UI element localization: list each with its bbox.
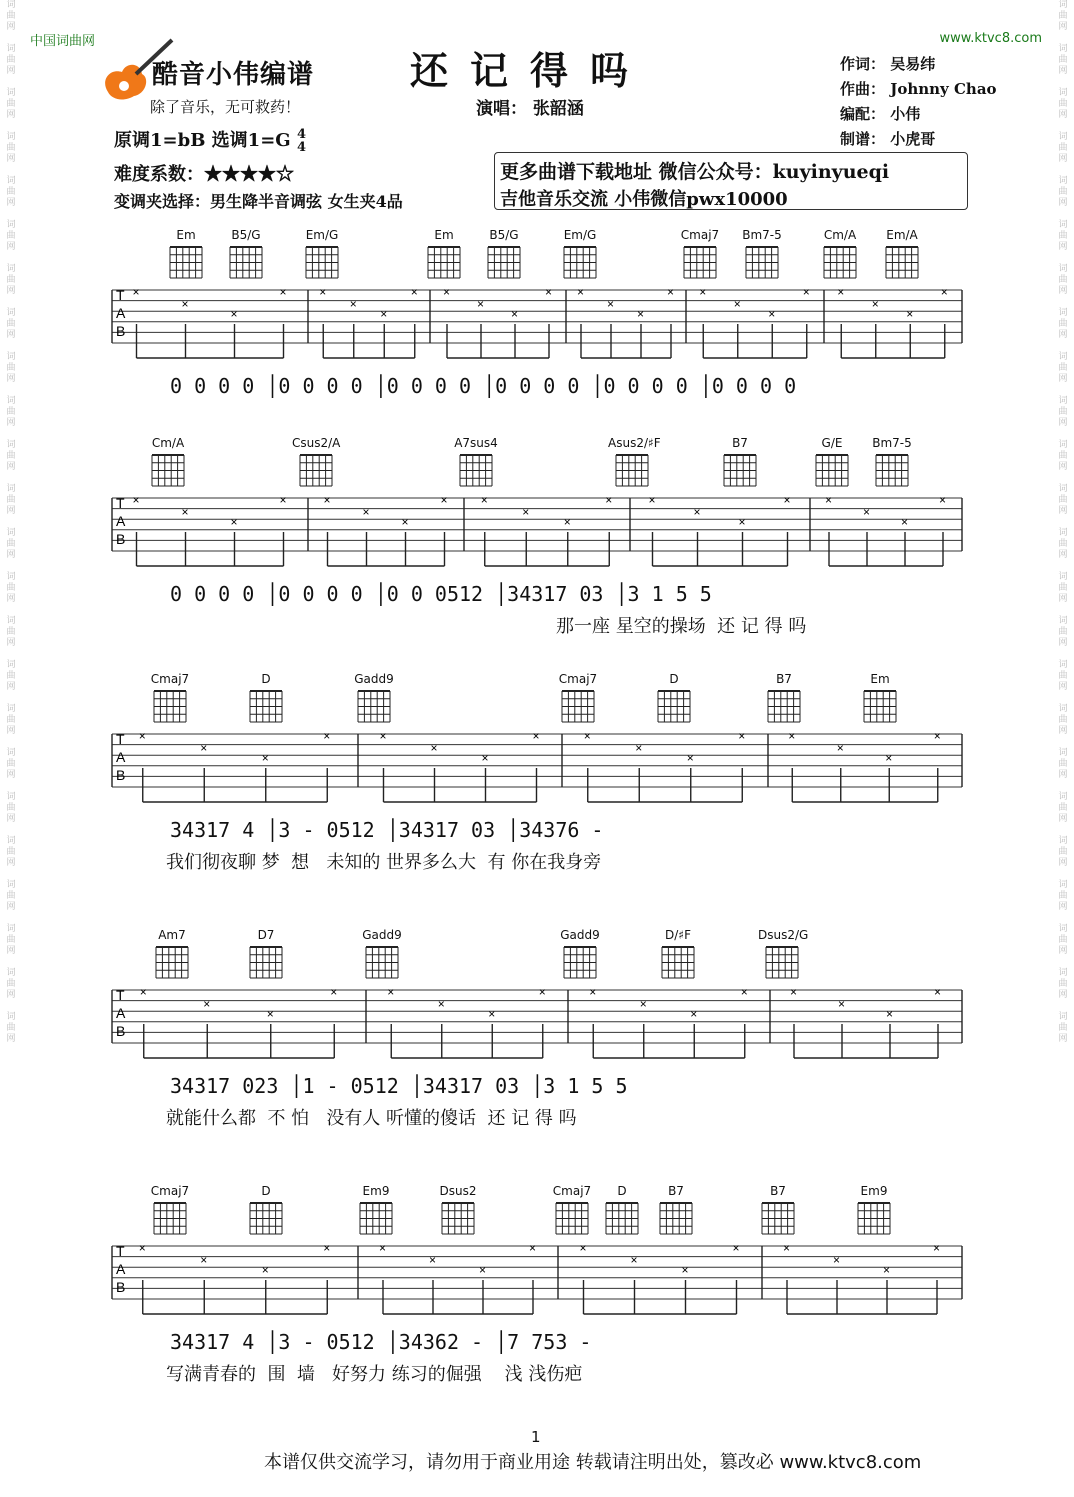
svg-text:B: B <box>116 767 126 783</box>
chord-grid-icon <box>150 686 190 724</box>
svg-text:×: × <box>230 307 238 321</box>
svg-text:×: × <box>901 515 909 529</box>
svg-text:×: × <box>783 493 791 507</box>
svg-text:×: × <box>690 1007 698 1021</box>
svg-text:T: T <box>116 731 125 747</box>
svg-text:×: × <box>440 493 448 507</box>
chord-name: B7 <box>732 436 748 450</box>
chord-diagram <box>480 228 528 280</box>
chord-grid-icon <box>612 450 652 488</box>
svg-text:×: × <box>379 1241 387 1255</box>
chord-name: Cmaj7 <box>150 1184 190 1198</box>
time-signature <box>297 128 306 154</box>
svg-text:×: × <box>181 505 189 519</box>
chord-diagram <box>850 1184 898 1236</box>
svg-text:×: × <box>266 1007 274 1021</box>
svg-text:×: × <box>838 997 846 1011</box>
chord-grid-icon <box>152 942 192 980</box>
chord-diagram <box>808 436 856 488</box>
svg-text:A: A <box>116 1261 126 1277</box>
svg-text:×: × <box>380 307 388 321</box>
transcriber: 制谱： 小虎哥 <box>840 130 936 148</box>
site-name-left[interactable]: 中国词曲网 <box>30 34 96 49</box>
chord-grid-icon <box>354 686 394 724</box>
chord-grid-icon <box>680 242 720 280</box>
chord-grid-icon <box>812 450 852 488</box>
chord-grid-icon <box>296 450 336 488</box>
svg-text:×: × <box>479 1263 487 1277</box>
svg-text:×: × <box>934 985 942 999</box>
jianpu-numbers: 0 0 0 0 │0 0 0 0 │0 0 0512 │34317 03 │3 1 5 5 <box>170 582 712 606</box>
chord-grid-icon <box>246 686 286 724</box>
chord-name: Cm/A <box>151 436 185 450</box>
song-title: 还记得吗 <box>410 48 651 93</box>
lyrics-line: 我们彻夜聊 梦 想 未知的 世界多么大 有 你在我身旁 <box>166 852 602 873</box>
credits <box>840 52 997 152</box>
chord-name: B5/G <box>231 228 261 242</box>
svg-text:×: × <box>577 285 585 299</box>
chord-diagram <box>654 928 702 980</box>
chord-grid-icon <box>246 942 286 980</box>
svg-text:×: × <box>639 997 647 1011</box>
chord-name: Em/G <box>563 228 597 242</box>
chord-name: Dsus2 <box>439 1184 477 1198</box>
chord-name: Gadd9 <box>362 928 402 942</box>
svg-text:×: × <box>681 1263 689 1277</box>
chord-grid-icon <box>602 1198 642 1236</box>
chord-name: Em <box>870 672 890 686</box>
chord-name: Csus2/A <box>292 436 341 450</box>
chord-name: Em9 <box>362 1184 390 1198</box>
key-text: 原调1=bB 选调1=G <box>114 130 291 151</box>
chord-diagram <box>350 672 398 724</box>
chord-diagram <box>760 672 808 724</box>
svg-text:×: × <box>538 985 546 999</box>
chord-name: B5/G <box>489 228 519 242</box>
chord-grid-icon <box>438 1198 478 1236</box>
chord-grid-icon <box>860 686 900 724</box>
chord-grid-icon <box>882 242 922 280</box>
chord-name: D <box>261 672 271 686</box>
svg-text:×: × <box>630 1253 638 1267</box>
chord-diagram <box>148 928 196 980</box>
svg-text:×: × <box>885 751 893 765</box>
chord-diagram <box>146 1184 194 1236</box>
svg-text:×: × <box>139 985 147 999</box>
chord-grid-icon <box>656 1198 696 1236</box>
chord-diagram <box>878 228 926 280</box>
chord-name: Cmaj7 <box>680 228 720 242</box>
chord-diagram <box>856 672 904 724</box>
chord-grid-icon <box>552 1198 592 1236</box>
svg-text:×: × <box>906 307 914 321</box>
svg-text:×: × <box>480 493 488 507</box>
svg-text:×: × <box>522 505 530 519</box>
chord-name: Cm/A <box>823 228 857 242</box>
chord-name: Cmaj7 <box>150 672 190 686</box>
jianpu-numbers: 34317 4 │3 - 0512 │34317 03 │34376 - <box>170 818 604 842</box>
svg-text:×: × <box>319 285 327 299</box>
side-watermark-right: 词 曲 网 词 曲 网 词 曲 网 词 曲 网 词 曲 网 词 曲 网 词 曲 网 词 曲 网 词 曲 网 词 曲 网 词 曲 网 词 曲 网 词 曲 网 词 曲 网 词 曲 网 词 曲 网 词 曲 网 词 曲 网 词 曲 网 词 曲 网 词 曲 网 词 曲 网 词 曲 网 词 曲 网 <box>1058 0 1068 1044</box>
chord-diagram <box>816 228 864 280</box>
jianpu-numbers: 0 0 0 0 │0 0 0 0 │0 0 0 0 │0 0 0 0 │0 0 0 0 │0 0 0 0 <box>170 374 797 398</box>
svg-text:×: × <box>532 729 540 743</box>
svg-text:B: B <box>116 1023 126 1039</box>
chord-name: B7 <box>668 1184 684 1198</box>
svg-text:×: × <box>783 1241 791 1255</box>
chord-name: Em/A <box>886 228 918 242</box>
chord-grid-icon <box>362 942 402 980</box>
svg-text:×: × <box>261 1263 269 1277</box>
svg-text:×: × <box>802 285 810 299</box>
chord-grid-icon <box>484 242 524 280</box>
svg-text:×: × <box>605 493 613 507</box>
svg-text:B: B <box>116 323 126 339</box>
key-signature <box>114 126 306 154</box>
chord-name: A7sus4 <box>454 436 498 450</box>
chord-diagram <box>358 928 406 980</box>
svg-text:×: × <box>863 505 871 519</box>
chord-grid-icon <box>762 942 802 980</box>
svg-text:×: × <box>261 751 269 765</box>
chord-diagram <box>242 672 290 724</box>
svg-text:×: × <box>379 729 387 743</box>
difficulty: 难度系数：★★★★☆ <box>114 164 294 185</box>
chord-diagram <box>650 672 698 724</box>
svg-text:×: × <box>349 297 357 311</box>
svg-text:×: × <box>437 997 445 1011</box>
svg-text:×: × <box>323 1241 331 1255</box>
chord-diagram <box>754 1184 802 1236</box>
svg-text:×: × <box>637 307 645 321</box>
lyrics-line: 那一座 星空的操场 还 记 得 吗 <box>556 616 807 637</box>
svg-text:T: T <box>116 495 125 511</box>
jianpu-numbers: 34317 023 │1 - 0512 │34317 03 │3 1 5 5 <box>170 1074 628 1098</box>
svg-text:T: T <box>116 987 125 1003</box>
info-line-2: 吉他音乐交流 小伟微信pwx10000 <box>500 189 788 210</box>
svg-text:A: A <box>116 513 126 529</box>
chord-diagram <box>352 1184 400 1236</box>
footer-note: 本谱仅供交流学习，请勿用于商业用途 转载请注明出处，篡改必 www.ktvc8.com <box>264 1452 922 1473</box>
svg-text:×: × <box>836 741 844 755</box>
svg-text:×: × <box>200 741 208 755</box>
svg-text:×: × <box>230 515 238 529</box>
svg-text:×: × <box>138 729 146 743</box>
chord-diagram <box>868 436 916 488</box>
svg-text:×: × <box>933 1241 941 1255</box>
chord-diagram <box>598 1184 646 1236</box>
svg-text:×: × <box>203 997 211 1011</box>
chord-grid-icon <box>742 242 782 280</box>
svg-text:×: × <box>132 285 140 299</box>
composer: 作曲： Johnny Chao <box>840 80 997 98</box>
lyrics-line: 就能什么都 不 怕 没有人 听懂的傻话 还 记 得 吗 <box>166 1108 577 1129</box>
chord-diagram <box>146 672 194 724</box>
time-sig-bottom: 4 <box>296 140 306 155</box>
chord-name: D <box>669 672 679 686</box>
svg-text:×: × <box>740 985 748 999</box>
svg-text:B: B <box>116 1279 126 1295</box>
svg-text:×: × <box>738 729 746 743</box>
svg-text:×: × <box>686 751 694 765</box>
chord-grid-icon <box>872 450 912 488</box>
svg-text:×: × <box>825 493 833 507</box>
svg-text:×: × <box>589 985 597 999</box>
svg-text:×: × <box>511 307 519 321</box>
svg-text:×: × <box>693 505 701 519</box>
chord-grid-icon <box>820 242 860 280</box>
svg-text:B: B <box>116 531 126 547</box>
chord-diagram <box>556 928 604 980</box>
chord-grid-icon <box>246 1198 286 1236</box>
svg-text:×: × <box>181 297 189 311</box>
svg-text:×: × <box>699 285 707 299</box>
chord-grid-icon <box>226 242 266 280</box>
chord-name: Em <box>434 228 454 242</box>
chord-name: Em/G <box>305 228 339 242</box>
chord-diagram <box>298 228 346 280</box>
svg-text:×: × <box>733 297 741 311</box>
chord-grid-icon <box>456 450 496 488</box>
chord-grid-icon <box>758 1198 798 1236</box>
svg-text:×: × <box>529 1241 537 1255</box>
chord-name: Gadd9 <box>354 672 394 686</box>
jianpu-numbers: 34317 4 │3 - 0512 │34362 - │7 753 - <box>170 1330 592 1354</box>
chord-diagram <box>162 228 210 280</box>
chord-diagram <box>556 228 604 280</box>
chord-grid-icon <box>148 450 188 488</box>
chord-name: G/E <box>821 436 843 450</box>
chord-diagram <box>554 672 602 724</box>
svg-text:×: × <box>387 985 395 999</box>
svg-text:×: × <box>481 751 489 765</box>
slogan: 除了音乐，无可救药！ <box>150 98 301 116</box>
chord-diagram <box>676 228 724 280</box>
chord-name: Gadd9 <box>560 928 600 942</box>
svg-text:×: × <box>132 493 140 507</box>
lyricist: 作词： 吴易纬 <box>840 55 936 73</box>
chord-name: D7 <box>257 928 275 942</box>
site-url-right[interactable]: www.ktvc8.com <box>939 31 1042 46</box>
svg-text:T: T <box>116 1243 125 1259</box>
chord-name: Asus2/♯F <box>608 436 661 450</box>
chord-diagram <box>738 228 786 280</box>
arranger: 编配： 小伟 <box>840 105 921 123</box>
info-line-1: 更多曲谱下载地址 微信公众号：kuyinyueqi <box>500 161 890 183</box>
svg-text:×: × <box>138 1241 146 1255</box>
svg-text:×: × <box>362 505 370 519</box>
svg-text:×: × <box>488 1007 496 1021</box>
svg-text:×: × <box>939 493 947 507</box>
svg-text:×: × <box>430 741 438 755</box>
chord-name: Cmaj7 <box>552 1184 592 1198</box>
singer: 演唱： 张韶涵 <box>476 99 584 119</box>
svg-text:×: × <box>583 729 591 743</box>
svg-text:×: × <box>330 985 338 999</box>
capo-choice: 变调夹选择：男生降半音调弦 女生夹4品 <box>114 192 403 211</box>
chord-diagram <box>758 928 809 980</box>
time-sig-top: 4 <box>296 127 306 142</box>
chord-diagram <box>434 1184 482 1236</box>
chord-diagram <box>452 436 500 488</box>
svg-text:×: × <box>788 729 796 743</box>
svg-text:×: × <box>837 285 845 299</box>
svg-text:T: T <box>116 287 125 303</box>
chord-diagram <box>652 1184 700 1236</box>
chord-grid-icon <box>560 942 600 980</box>
svg-text:×: × <box>883 1263 891 1277</box>
svg-text:×: × <box>933 729 941 743</box>
svg-text:A: A <box>116 305 126 321</box>
svg-text:×: × <box>429 1253 437 1267</box>
chord-diagram <box>144 436 192 488</box>
chord-grid-icon <box>560 242 600 280</box>
svg-text:×: × <box>768 307 776 321</box>
chord-name: D/♯F <box>665 928 691 942</box>
chord-grid-icon <box>166 242 206 280</box>
chord-diagram <box>242 928 290 980</box>
svg-text:×: × <box>738 515 746 529</box>
chord-name: B7 <box>776 672 792 686</box>
chord-diagram <box>222 228 270 280</box>
svg-text:×: × <box>667 285 675 299</box>
chord-grid-icon <box>720 450 760 488</box>
svg-text:×: × <box>200 1253 208 1267</box>
chord-name: D <box>617 1184 627 1198</box>
svg-text:×: × <box>410 285 418 299</box>
chord-grid-icon <box>764 686 804 724</box>
chord-grid-icon <box>558 686 598 724</box>
svg-text:×: × <box>443 285 451 299</box>
lyrics-line: 写满青春的 围 墙 好努力 练习的倔强 浅 浅伤疤 <box>166 1364 583 1385</box>
chord-name: D <box>261 1184 271 1198</box>
chord-grid-icon <box>854 1198 894 1236</box>
chord-name: Am7 <box>158 928 186 942</box>
chord-diagram <box>242 1184 290 1236</box>
svg-text:×: × <box>648 493 656 507</box>
svg-text:×: × <box>940 285 948 299</box>
svg-text:×: × <box>279 285 287 299</box>
svg-text:×: × <box>323 493 331 507</box>
svg-text:×: × <box>886 1007 894 1021</box>
svg-text:×: × <box>833 1253 841 1267</box>
chord-name: Em9 <box>860 1184 888 1198</box>
chord-name: Cmaj7 <box>558 672 598 686</box>
svg-text:×: × <box>477 297 485 311</box>
chord-diagram <box>292 436 340 488</box>
svg-text:×: × <box>401 515 409 529</box>
svg-text:×: × <box>635 741 643 755</box>
svg-text:×: × <box>579 1241 587 1255</box>
chord-diagram <box>608 436 661 488</box>
logo-text: 酷音小伟编谱 <box>152 60 315 90</box>
svg-text:×: × <box>871 297 879 311</box>
chord-grid-icon <box>356 1198 396 1236</box>
chord-grid-icon <box>424 242 464 280</box>
chord-name: Bm7-5 <box>872 436 912 450</box>
chord-name: Bm7-5 <box>742 228 782 242</box>
svg-text:×: × <box>563 515 571 529</box>
svg-text:A: A <box>116 1005 126 1021</box>
chord-grid-icon <box>654 686 694 724</box>
chord-diagram <box>716 436 764 488</box>
page-number: 1 <box>531 1428 541 1446</box>
chord-diagram <box>420 228 468 280</box>
svg-text:×: × <box>732 1241 740 1255</box>
chord-name: Em <box>176 228 196 242</box>
svg-text:×: × <box>790 985 798 999</box>
svg-text:×: × <box>279 493 287 507</box>
chord-grid-icon <box>150 1198 190 1236</box>
chord-name: Dsus2/G <box>758 928 809 942</box>
chord-name: B7 <box>770 1184 786 1198</box>
chord-grid-icon <box>302 242 342 280</box>
svg-text:A: A <box>116 749 126 765</box>
chord-diagram <box>548 1184 596 1236</box>
chord-grid-icon <box>658 942 698 980</box>
svg-text:×: × <box>323 729 331 743</box>
svg-text:×: × <box>607 297 615 311</box>
svg-text:×: × <box>545 285 553 299</box>
side-watermark-left: 词 曲 网 词 曲 网 词 曲 网 词 曲 网 词 曲 网 词 曲 网 词 曲 网 词 曲 网 词 曲 网 词 曲 网 词 曲 网 词 曲 网 词 曲 网 词 曲 网 词 曲 网 词 曲 网 词 曲 网 词 曲 网 词 曲 网 词 曲 网 词 曲 网 词 曲 网 词 曲 网 词 曲 网 <box>6 0 16 1044</box>
